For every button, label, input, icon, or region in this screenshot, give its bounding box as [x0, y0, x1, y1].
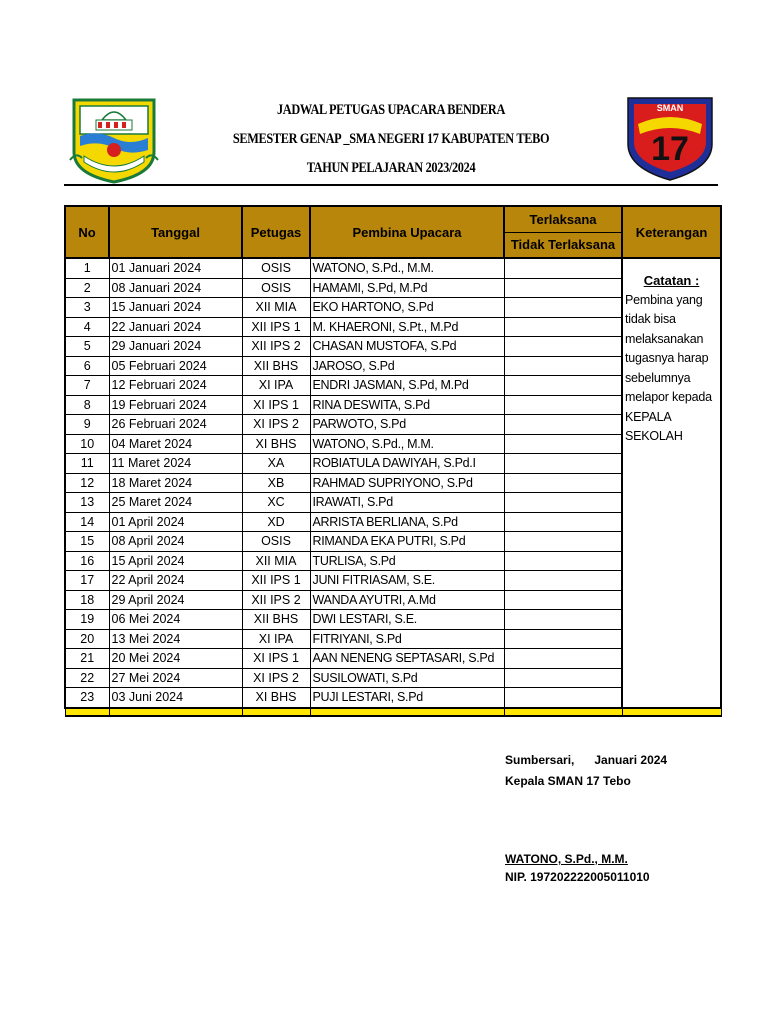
row-petugas: XII MIA — [242, 298, 310, 318]
row-no: 17 — [65, 571, 109, 591]
table-body — [65, 258, 721, 716]
row-status — [504, 337, 622, 357]
row-no: 11 — [65, 454, 109, 474]
col-header-keterangan: Keterangan — [622, 206, 721, 258]
row-status — [504, 356, 622, 376]
keterangan-note-cell — [622, 258, 721, 708]
row-no: 5 — [65, 337, 109, 357]
row-tanggal: 06 Mei 2024 — [109, 610, 242, 630]
row-no: 19 — [65, 610, 109, 630]
row-no: 2 — [65, 278, 109, 298]
row-tanggal: 08 April 2024 — [109, 532, 242, 552]
row-no: 9 — [65, 415, 109, 435]
note-line: SEKOLAH — [625, 429, 683, 443]
school-logo-number: 17 — [651, 130, 689, 168]
note-line: sebelumnya — [625, 370, 691, 385]
row-status — [504, 512, 622, 532]
signature-place-date — [505, 753, 667, 767]
row-pembina: DWI LESTARI, S.E. — [310, 610, 504, 630]
row-status — [504, 493, 622, 513]
row-status — [504, 649, 622, 669]
row-petugas: XI IPS 2 — [242, 668, 310, 688]
row-pembina: RIMANDA EKA PUTRI, S.Pd — [310, 532, 504, 552]
row-petugas: XII IPS 1 — [242, 571, 310, 591]
row-no: 15 — [65, 532, 109, 552]
row-status — [504, 317, 622, 337]
row-pembina: CHASAN MUSTOFA, S.Pd — [310, 337, 504, 357]
row-petugas: XII BHS — [242, 356, 310, 376]
row-pembina: WATONO, S.Pd., M.M. — [310, 434, 504, 454]
row-status — [504, 571, 622, 591]
row-no: 7 — [65, 376, 109, 396]
row-no: 18 — [65, 590, 109, 610]
row-petugas: XA — [242, 454, 310, 474]
row-pembina: PUJI LESTARI, S.Pd — [310, 688, 504, 708]
table-header-row — [65, 206, 721, 258]
signature-name: WATONO, S.Pd., M.M. — [505, 852, 628, 866]
col-header-terlaksana: Terlaksana — [505, 208, 621, 233]
col-header-petugas: Petugas — [242, 206, 310, 258]
col-header-tanggal: Tanggal — [109, 206, 242, 258]
row-status — [504, 610, 622, 630]
row-petugas: XII MIA — [242, 551, 310, 571]
row-no: 10 — [65, 434, 109, 454]
signature-role: Kepala SMAN 17 Tebo — [505, 774, 631, 788]
signature-date: Januari 2024 — [594, 753, 668, 767]
row-petugas: XI BHS — [242, 688, 310, 708]
row-no: 3 — [65, 298, 109, 318]
row-petugas: XI IPA — [242, 629, 310, 649]
row-pembina: ARRISTA BERLIANA, S.Pd — [310, 512, 504, 532]
document-title — [160, 100, 622, 187]
schedule-table — [64, 205, 722, 717]
row-pembina: PARWOTO, S.Pd — [310, 415, 504, 435]
row-status — [504, 395, 622, 415]
col-header-status — [504, 206, 622, 258]
note-line: melaksanakan — [625, 331, 704, 346]
row-status — [504, 278, 622, 298]
note-line: Pembina yang — [625, 292, 703, 307]
row-petugas: OSIS — [242, 532, 310, 552]
school-logo-label: SMAN — [656, 103, 684, 113]
row-status — [504, 473, 622, 493]
row-petugas: OSIS — [242, 258, 310, 278]
row-petugas: OSIS — [242, 278, 310, 298]
row-tanggal: 01 Januari 2024 — [109, 258, 242, 278]
row-pembina: SUSILOWATI, S.Pd — [310, 668, 504, 688]
header-divider — [64, 184, 718, 186]
table-row — [65, 258, 721, 278]
row-petugas: XB — [242, 473, 310, 493]
row-pembina: IRAWATI, S.Pd — [310, 493, 504, 513]
note-line: tugasnya harap — [625, 351, 709, 365]
col-header-pembina: Pembina Upacara — [310, 206, 504, 258]
row-tanggal: 04 Maret 2024 — [109, 434, 242, 454]
row-petugas: XI IPS 1 — [242, 395, 310, 415]
row-petugas: XII IPS 2 — [242, 590, 310, 610]
footer-cell — [622, 708, 721, 716]
row-no: 13 — [65, 493, 109, 513]
note-line: tidak bisa — [625, 312, 676, 326]
note-title: Catatan : — [643, 273, 700, 288]
row-tanggal: 18 Maret 2024 — [109, 473, 242, 493]
row-tanggal: 29 Januari 2024 — [109, 337, 242, 357]
row-pembina: RAHMAD SUPRIYONO, S.Pd — [310, 473, 504, 493]
row-no: 4 — [65, 317, 109, 337]
row-tanggal: 27 Mei 2024 — [109, 668, 242, 688]
row-tanggal: 01 April 2024 — [109, 512, 242, 532]
row-pembina: JUNI FITRIASAM, S.E. — [310, 571, 504, 591]
row-status — [504, 298, 622, 318]
row-pembina: RINA DESWITA, S.Pd — [310, 395, 504, 415]
row-pembina: AAN NENENG SEPTASARI, S.Pd — [310, 649, 504, 669]
row-status — [504, 258, 622, 278]
row-tanggal: 15 Januari 2024 — [109, 298, 242, 318]
row-pembina: HAMAMI, S.Pd, M.Pd — [310, 278, 504, 298]
row-tanggal: 22 Januari 2024 — [109, 317, 242, 337]
row-pembina: EKO HARTONO, S.Pd — [310, 298, 504, 318]
school-emblem-logo — [624, 94, 716, 184]
row-status — [504, 434, 622, 454]
row-tanggal: 26 Februari 2024 — [109, 415, 242, 435]
row-tanggal: 13 Mei 2024 — [109, 629, 242, 649]
row-tanggal: 05 Februari 2024 — [109, 356, 242, 376]
title-line-1: JADWAL PETUGAS UPACARA BENDERA — [276, 102, 506, 118]
note-line: melapor kepada — [625, 390, 712, 404]
row-pembina: FITRIYANI, S.Pd — [310, 629, 504, 649]
row-no: 14 — [65, 512, 109, 532]
footer-cell — [310, 708, 504, 716]
row-petugas: XI IPS 1 — [242, 649, 310, 669]
row-status — [504, 454, 622, 474]
row-petugas: XI BHS — [242, 434, 310, 454]
row-no: 1 — [65, 258, 109, 278]
row-status — [504, 629, 622, 649]
note-line: KEPALA — [625, 409, 672, 424]
row-status — [504, 532, 622, 552]
row-tanggal: 20 Mei 2024 — [109, 649, 242, 669]
row-petugas: XD — [242, 512, 310, 532]
row-petugas: XI IPS 2 — [242, 415, 310, 435]
row-pembina: JAROSO, S.Pd — [310, 356, 504, 376]
row-no: 16 — [65, 551, 109, 571]
row-tanggal: 08 Januari 2024 — [109, 278, 242, 298]
table-footer-row — [65, 708, 721, 716]
row-tanggal: 12 Februari 2024 — [109, 376, 242, 396]
row-petugas: XC — [242, 493, 310, 513]
row-status — [504, 668, 622, 688]
row-pembina: WANDA AYUTRI, A.Md — [310, 590, 504, 610]
row-status — [504, 415, 622, 435]
row-tanggal: 22 April 2024 — [109, 571, 242, 591]
footer-cell — [109, 708, 242, 716]
signature-nip: NIP. 197202222005011010 — [505, 870, 650, 884]
row-pembina: ROBIATULA DAWIYAH, S.Pd.I — [310, 454, 504, 474]
row-tanggal: 19 Februari 2024 — [109, 395, 242, 415]
footer-cell — [242, 708, 310, 716]
row-status — [504, 551, 622, 571]
row-tanggal: 29 April 2024 — [109, 590, 242, 610]
row-status — [504, 688, 622, 708]
row-no: 20 — [65, 629, 109, 649]
row-pembina: M. KHAERONI, S.Pt., M.Pd — [310, 317, 504, 337]
row-pembina: TURLISA, S.Pd — [310, 551, 504, 571]
row-pembina: WATONO, S.Pd., M.M. — [310, 258, 504, 278]
signature-city: Sumbersari, — [505, 753, 575, 767]
row-no: 12 — [65, 473, 109, 493]
row-no: 22 — [65, 668, 109, 688]
row-pembina: ENDRI JASMAN, S.Pd, M.Pd — [310, 376, 504, 396]
title-line-3: TAHUN PELAJARAN 2023/2024 — [306, 160, 476, 176]
row-tanggal: 15 April 2024 — [109, 551, 242, 571]
row-no: 21 — [65, 649, 109, 669]
row-tanggal: 25 Maret 2024 — [109, 493, 242, 513]
col-header-no: No — [65, 206, 109, 258]
row-no: 8 — [65, 395, 109, 415]
col-header-tidak-terlaksana: Tidak Terlaksana — [510, 236, 616, 252]
row-petugas: XII IPS 1 — [242, 317, 310, 337]
title-line-2: SEMESTER GENAP _SMA NEGERI 17 KABUPATEN TEBO — [232, 131, 550, 147]
row-tanggal: 03 Juni 2024 — [109, 688, 242, 708]
footer-cell — [65, 708, 109, 716]
footer-cell — [504, 708, 622, 716]
province-emblem-logo — [68, 94, 160, 186]
row-no: 23 — [65, 688, 109, 708]
row-petugas: XII IPS 2 — [242, 337, 310, 357]
row-status — [504, 376, 622, 396]
row-petugas: XII BHS — [242, 610, 310, 630]
row-tanggal: 11 Maret 2024 — [109, 454, 242, 474]
row-petugas: XI IPA — [242, 376, 310, 396]
row-status — [504, 590, 622, 610]
row-no: 6 — [65, 356, 109, 376]
